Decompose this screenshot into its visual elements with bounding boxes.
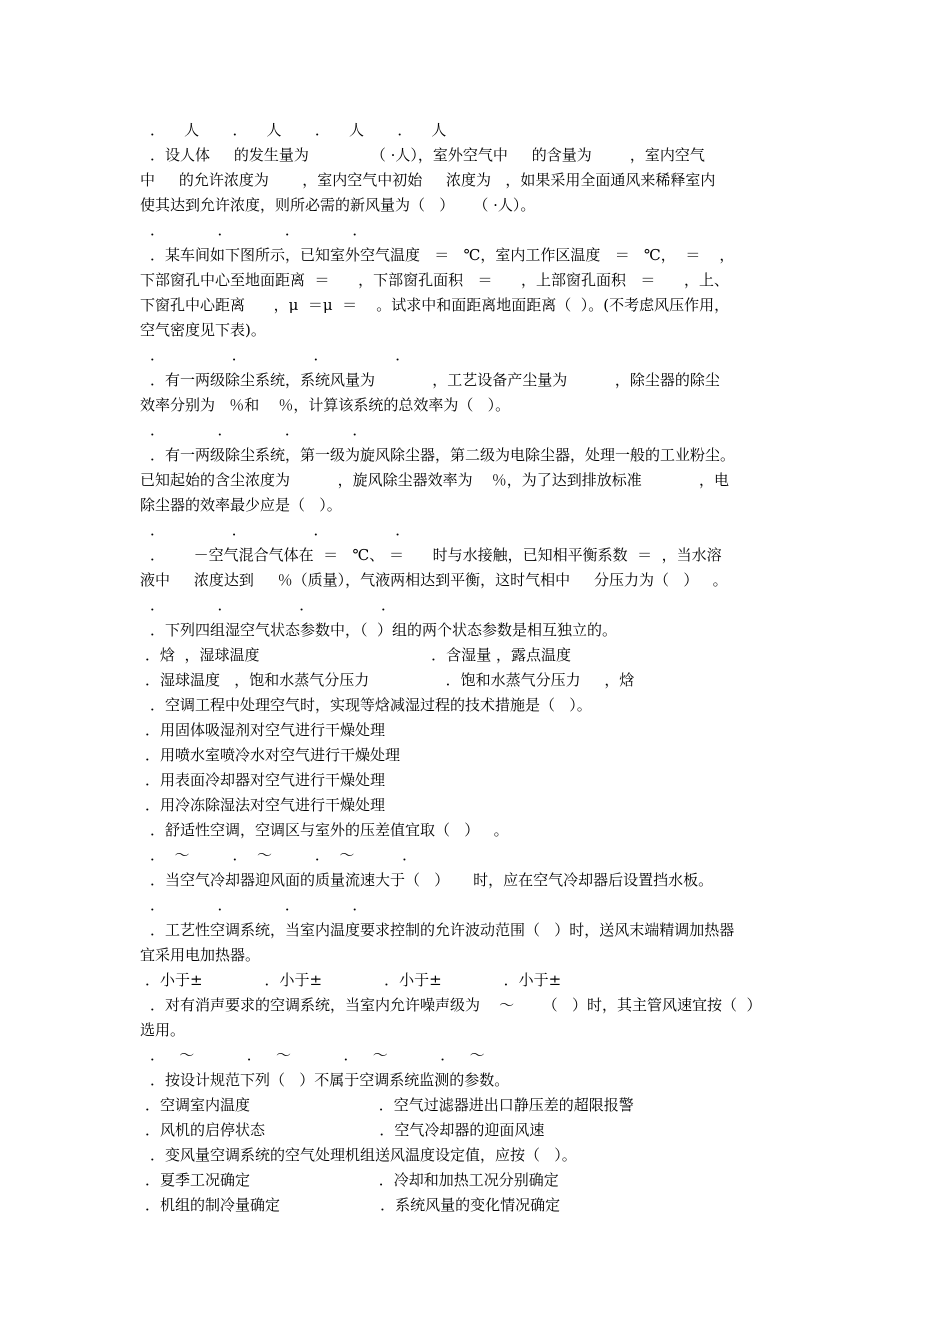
text-line: 下部窗孔中心至地面距离 ＝ ，下部窗孔面积 ＝ ，上部窗孔面积 ＝ ，上、 [140, 271, 729, 289]
text-line: ．空调室内温度 ．空气过滤器进出口静压差的超限报警 [145, 1096, 634, 1114]
text-line: ． ． ． ． [150, 421, 368, 439]
text-line: 选用。 [140, 1021, 186, 1039]
text-line: ．对有消声要求的空调系统，当室内允许噪声级为 ～ （ ）时，其主管风速宜按（ ） [150, 996, 762, 1014]
text-line: ． ～ ． ～ ． ～ ． [150, 846, 418, 864]
text-line: ．有一两级除尘系统，系统风量为 ，工艺设备产尘量为 ，除尘器的除尘 [150, 371, 720, 389]
text-line: ．有一两级除尘系统，第一级为旋风除尘器，第二级为电除尘器，处理一般的工业粉尘。 [150, 446, 736, 464]
text-line: ． ． ． ． [150, 896, 368, 914]
text-line: ．设人体 的发生量为 （ ·人），室外空气中 的含量为 ，室内空气 [150, 146, 705, 164]
text-line: ． ． ． ． [150, 221, 368, 239]
text-line: 使其达到允许浓度，则所必需的新风量为（ ） （ ·人）。 [140, 196, 536, 214]
text-line: ．焓 ，湿球温度 ．含湿量 ，露点温度 [145, 646, 571, 664]
text-line: ． ． ． ． [150, 521, 411, 539]
text-line: ． ． ． ． [150, 346, 411, 364]
text-line: ．机组的制冷量确定 ．系统风量的变化情况确定 [145, 1196, 561, 1214]
text-line: ．下列四组湿空气状态参数中，（ ）组的两个状态参数是相互独立的。 [150, 621, 618, 639]
text-line: 液中 浓度达到 ％（质量），气液两相达到平衡，这时气相中 分压力为（ ） 。 [140, 571, 728, 589]
text-line: ．某车间如下图所示，已知室外空气温度 ＝ ℃，室内工作区温度 ＝ ℃， ＝ ， [150, 246, 735, 264]
text-line: 中 的允许浓度为 ，室内空气中初始 浓度为 ，如果采用全面通风来稀释室内 [140, 171, 716, 189]
text-line: ．空调工程中处理空气时，实现等焓减湿过程的技术措施是（ ）。 [150, 696, 592, 714]
text-line: 下窗孔中心距离 ，μ ＝μ ＝ 。试求中和面距离地面距离（ ）。(不考虑风压作用， [140, 296, 730, 314]
text-line: ．用表面冷却器对空气进行干燥处理 [145, 771, 386, 789]
text-line: 空气密度见下表)。 [140, 321, 266, 339]
text-line: 除尘器的效率最少应是（ ）。 [140, 496, 342, 514]
text-line: ．舒适性空调，空调区与室外的压差值宜取（ ） 。 [150, 821, 509, 839]
text-line: ．小于± ．小于± ．小于± ．小于± [145, 971, 562, 989]
text-line: ．变风量空调系统的空气处理机组送风温度设定值，应按（ ）。 [150, 1146, 577, 1164]
text-line: ． ～ ． ～ ． ～ ． ～ [150, 1046, 485, 1064]
text-line: ．夏季工况确定 ．冷却和加热工况分别确定 [145, 1171, 559, 1189]
text-line: ． ． ． ． [150, 596, 396, 614]
text-line: ．风机的启停状态 ．空气冷却器的迎面风速 [145, 1121, 545, 1139]
text-line: 效率分别为 ％和 ％，计算该系统的总效率为（ ）。 [140, 396, 511, 414]
text-line: ．当空气冷却器迎风面的质量流速大于（ ） 时，应在空气冷却器后设置挡水板。 [150, 871, 714, 889]
text-line: ．工艺性空调系统，当室内温度要求控制的允许波动范围（ ）时，送风末端精调加热器 [150, 921, 735, 939]
text-line: 已知起始的含尘浓度为 ，旋风除尘器效率为 ％，为了达到排放标准 ，电 [140, 471, 729, 489]
text-line: 宜采用电加热器。 [140, 946, 261, 964]
text-line: ．用喷水室喷冷水对空气进行干燥处理 [145, 746, 401, 764]
text-line: ．按设计规范下列（ ）不属于空调系统监测的参数。 [150, 1071, 510, 1089]
text-line: ．用冷冻除湿法对空气进行干燥处理 [145, 796, 386, 814]
text-line: ． 人 ． 人 ． 人 ． 人 [150, 121, 447, 139]
text-line: ． －空气混合气体在 ＝ ℃、 ＝ 时与水接触，已知相平衡系数 ＝ ，当水溶 [150, 546, 722, 564]
text-line: ．湿球温度 ，饱和水蒸气分压力 ．饱和水蒸气分压力 ，焓 [145, 671, 635, 689]
text-line: ．用固体吸湿剂对空气进行干燥处理 [145, 721, 386, 739]
